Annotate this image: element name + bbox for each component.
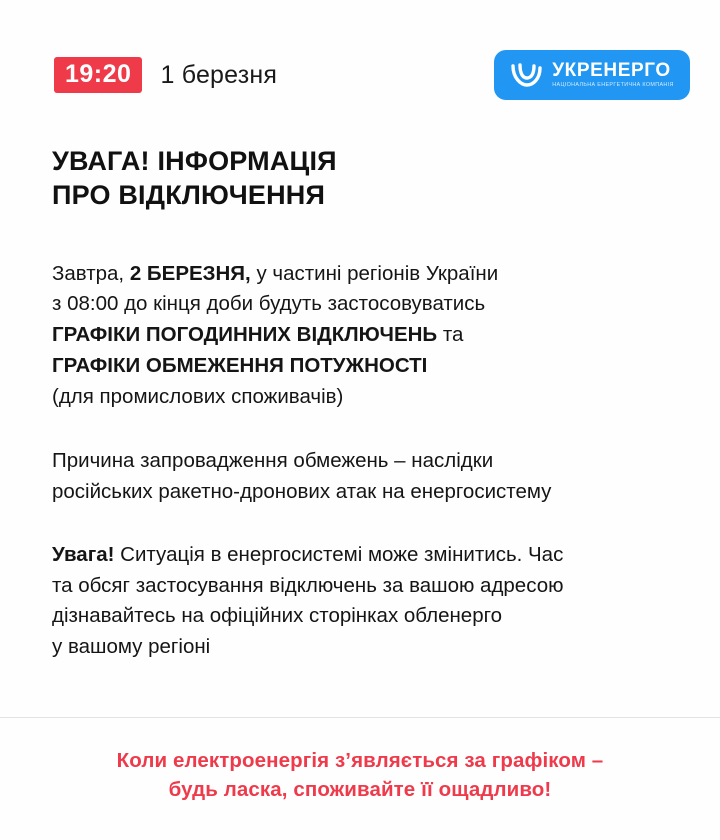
text-fragment: Ситуація в енергосистемі може змінитись. Час	[114, 542, 564, 566]
text-fragment: у частині регіонів України	[250, 261, 499, 285]
time-badge: 19:20	[54, 57, 142, 92]
text-fragment-bold: ГРАФІКИ ОБМЕЖЕННЯ ПОТУЖНОСТІ	[52, 353, 428, 377]
paragraph-notice-line-1	[52, 540, 668, 571]
text-fragment: та	[437, 323, 464, 347]
page-title-line-1: УВАГА! ІНФОРМАЦІЯ	[52, 146, 337, 176]
text-fragment-bold: ГРАФІКИ ПОГОДИННИХ ВІДКЛЮЧЕНЬ	[52, 323, 438, 347]
paragraph-schedule-line-1	[52, 259, 668, 290]
paragraph-schedule-line-2: з 08:00 до кінця доби будуть застосовуватись	[52, 292, 486, 316]
footer-message-line-1: Коли електроенергія з’являється за графіком –	[116, 749, 604, 773]
paragraph-reason-line-2: російських ракетно-дронових атак на енергосистему	[52, 480, 552, 504]
paragraph-schedule-line-3	[52, 320, 668, 351]
paragraph-notice	[52, 540, 668, 663]
divider	[0, 717, 720, 718]
text-fragment-bold: 2 БЕРЕЗНЯ,	[129, 261, 251, 285]
paragraph-schedule-line-5: (для промислових споживачів)	[52, 384, 344, 408]
text-fragment: Завтра,	[52, 261, 130, 285]
header	[0, 0, 720, 106]
ukrenergo-wave-icon	[510, 60, 544, 90]
content	[0, 144, 720, 663]
paragraph-reason-line-1: Причина запровадження обмежень – наслідки	[52, 449, 494, 473]
footer-message	[0, 747, 720, 804]
text-fragment-bold: Увага!	[52, 542, 115, 566]
ukrenergo-logo	[494, 50, 690, 100]
logo-text	[552, 61, 674, 88]
date-label: 1 березня	[160, 60, 278, 89]
page-title	[52, 144, 668, 213]
logo-name: УКРЕНЕРГО	[552, 60, 671, 82]
footer-message-line-2: будь ласка, споживайте її ощадливо!	[168, 777, 552, 801]
logo-tagline: НАЦІОНАЛЬНА ЕНЕРГЕТИЧНА КОМПАНІЯ	[552, 82, 674, 89]
page-title-line-2: ПРО ВІДКЛЮЧЕННЯ	[52, 180, 326, 211]
paragraph-reason	[52, 446, 668, 508]
paragraph-notice-line-3: дізнавайтесь на офіційних сторінках обленерго	[52, 604, 503, 628]
paragraph-notice-line-4: у вашому регіоні	[52, 635, 211, 659]
paragraph-schedule-line-4	[52, 351, 668, 382]
paragraph-schedule	[52, 259, 668, 413]
paragraph-notice-line-2: та обсяг застосування відключень за вашою адресою	[52, 573, 564, 597]
